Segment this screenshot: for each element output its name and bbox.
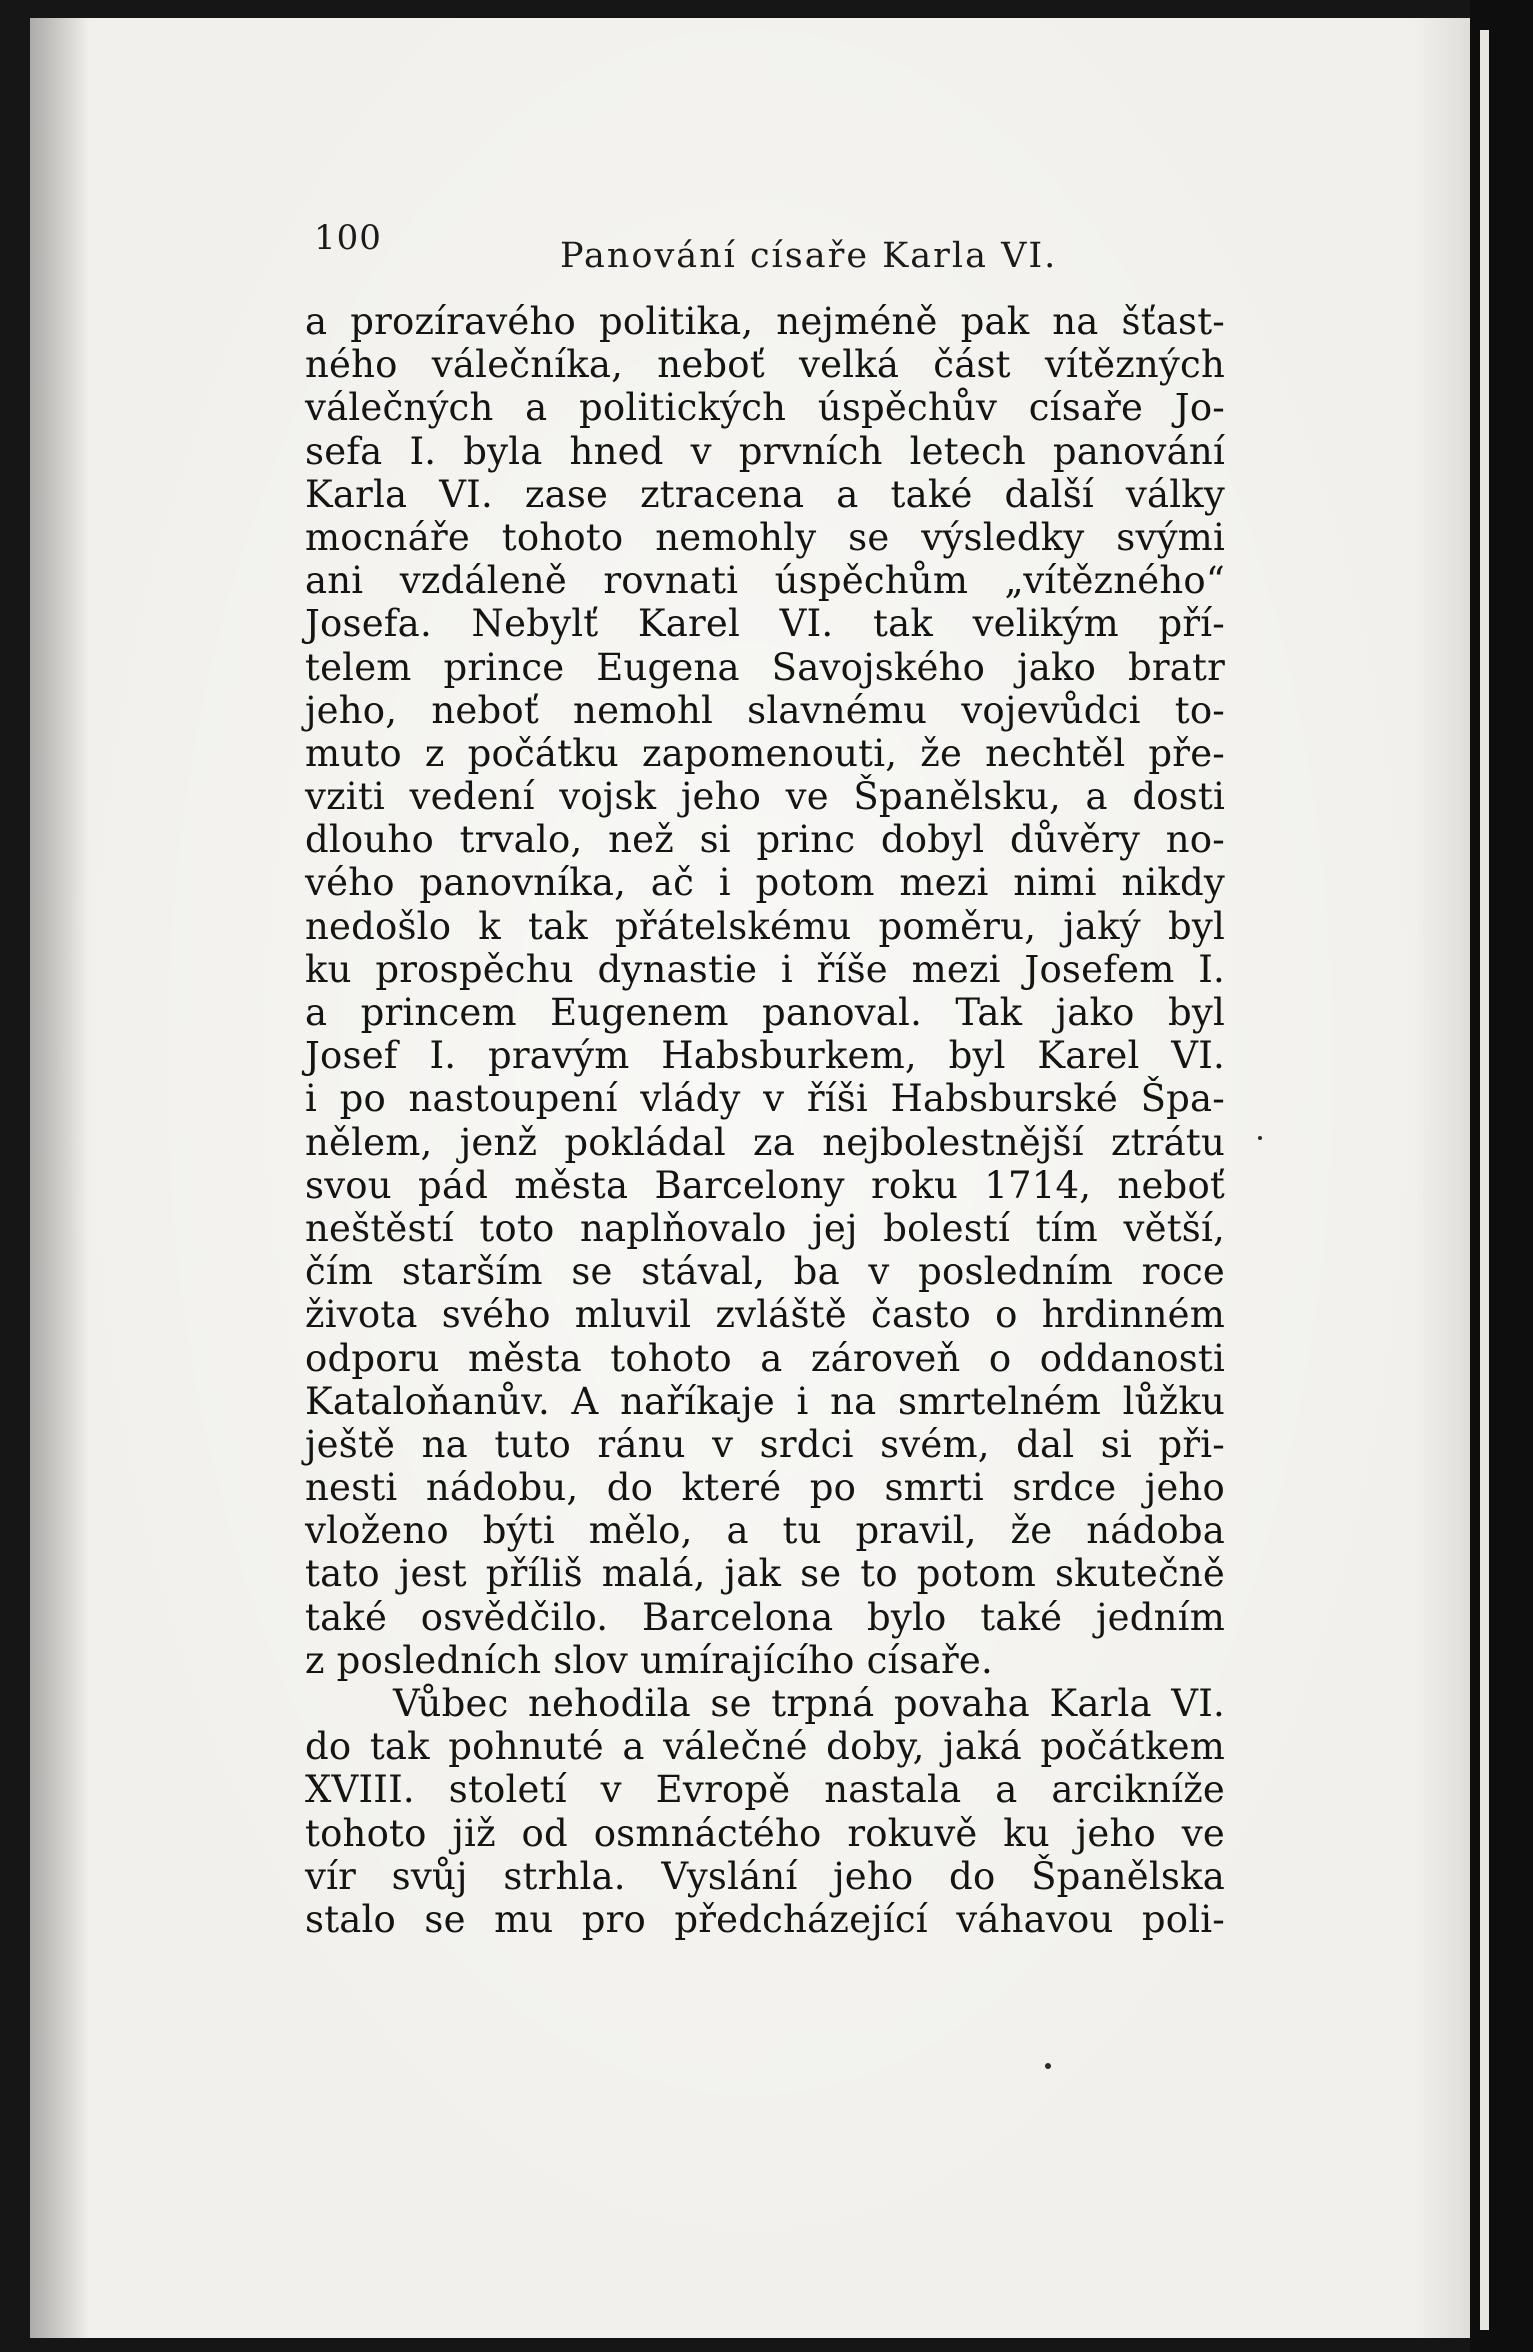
text-line: mocnáře tohoto nemohly se výsledky svými [305,515,1225,559]
text-line: z posledních slov umírajícího císaře. [305,1638,993,1682]
text-line: Josef I. pravým Habsburkem, byl Karel VI. [305,1034,1225,1078]
text-line: vziti vedení vojsk jeho ve Španělsku, a dosti [305,775,1225,819]
text-line: XVIII. století v Evropě nastala a arcikníže [305,1768,1225,1812]
text-line: a princem Eugenem panoval. Tak jako byl [305,991,1225,1034]
next-page-edge [1470,0,1533,2352]
text-line: také osvědčilo. Barcelona bylo také jedním [305,1595,1225,1639]
text-line: dlouho trvalo, než si princ dobyl důvěry no- [305,818,1225,862]
page-number: 100 [314,218,382,258]
text-line: ještě na tuto ránu v srdci svém, dal si při- [305,1422,1225,1466]
text-line: nesti nádobu, do které po smrti srdce jeho [305,1466,1225,1510]
text-line: neštěstí toto naplňovalo jej bolestí tím větší, [305,1206,1225,1250]
text-line: vého panovníka, ač i potom mezi nimi nikdy [305,861,1225,905]
text-line: Josefa. Nebylť Karel VI. tak velikým pří- [305,602,1225,646]
ink-speck [1045,2063,1051,2069]
text-line: do tak pohnuté a válečné doby, jaká počátkem [305,1725,1225,1769]
ink-speck [1258,1136,1262,1140]
text-line: odporu města tohoto a zároveň o oddanosti [305,1336,1225,1380]
text-line: i po nastoupení vlády v říši Habsburské Špa- [305,1077,1225,1121]
text-line: čím starším se stával, ba v posledním roce [305,1250,1225,1294]
text-line: tato jest příliš malá, jak se to potom skutečně [305,1552,1225,1596]
text-line: Vůbec nehodila se trpná povaha Karla VI. [393,1682,1225,1725]
text-line: sefa I. byla hned v prvních letech panování [305,429,1225,473]
text-line: jeho, neboť nemohl slavnému vojevůdci to- [305,688,1225,732]
paragraph [305,300,1225,1682]
text-line: nělem, jenž pokládal za nejbolestnější ztrátu [305,1120,1225,1164]
text-line: stalo se mu pro předcházející váhavou poli- [305,1897,1225,1941]
page-edge-strip [1480,30,1489,2330]
paragraph [305,1682,1225,1941]
text-line: vír svůj strhla. Vyslání jeho do Španělska [305,1854,1225,1898]
text-line: a prozíravého politika, nejméně pak na šťast- [305,300,1225,343]
text-line: válečných a politických úspěchův císaře Jo- [305,386,1225,430]
page-header [300,218,1240,278]
text-line: Kataloňanův. A naříkaje i na smrtelném lůžku [305,1379,1225,1423]
text-line: Karla VI. zase ztracena a také další války [305,472,1225,516]
running-title: Panování císaře Karla VI. [560,236,1058,276]
text-line: tohoto již od osmnáctého rokuvě ku jeho ve [305,1811,1225,1855]
text-line: telem prince Eugena Savojského jako bratr [305,645,1225,689]
text-line: ani vzdáleně rovnati úspěchům „vítězného“ [305,559,1225,603]
text-line: ku prospěchu dynastie i říše mezi Josefem I. [305,947,1225,991]
spine-shadow [30,18,90,2338]
text-line: muto z počátku zapomenouti, že nechtěl pře- [305,731,1225,775]
text-line: vloženo býti mělo, a tu pravil, že nádoba [305,1509,1225,1553]
text-line: nedošlo k tak přátelskému poměru, jaký byl [305,904,1225,948]
text-line: života svého mluvil zvláště často o hrdinném [305,1293,1225,1337]
text-line: svou pád města Barcelony roku 1714, neboť [305,1163,1225,1207]
text-line: ného válečníka, neboť velká část vítězných [305,343,1225,387]
body-text [305,300,1225,1941]
